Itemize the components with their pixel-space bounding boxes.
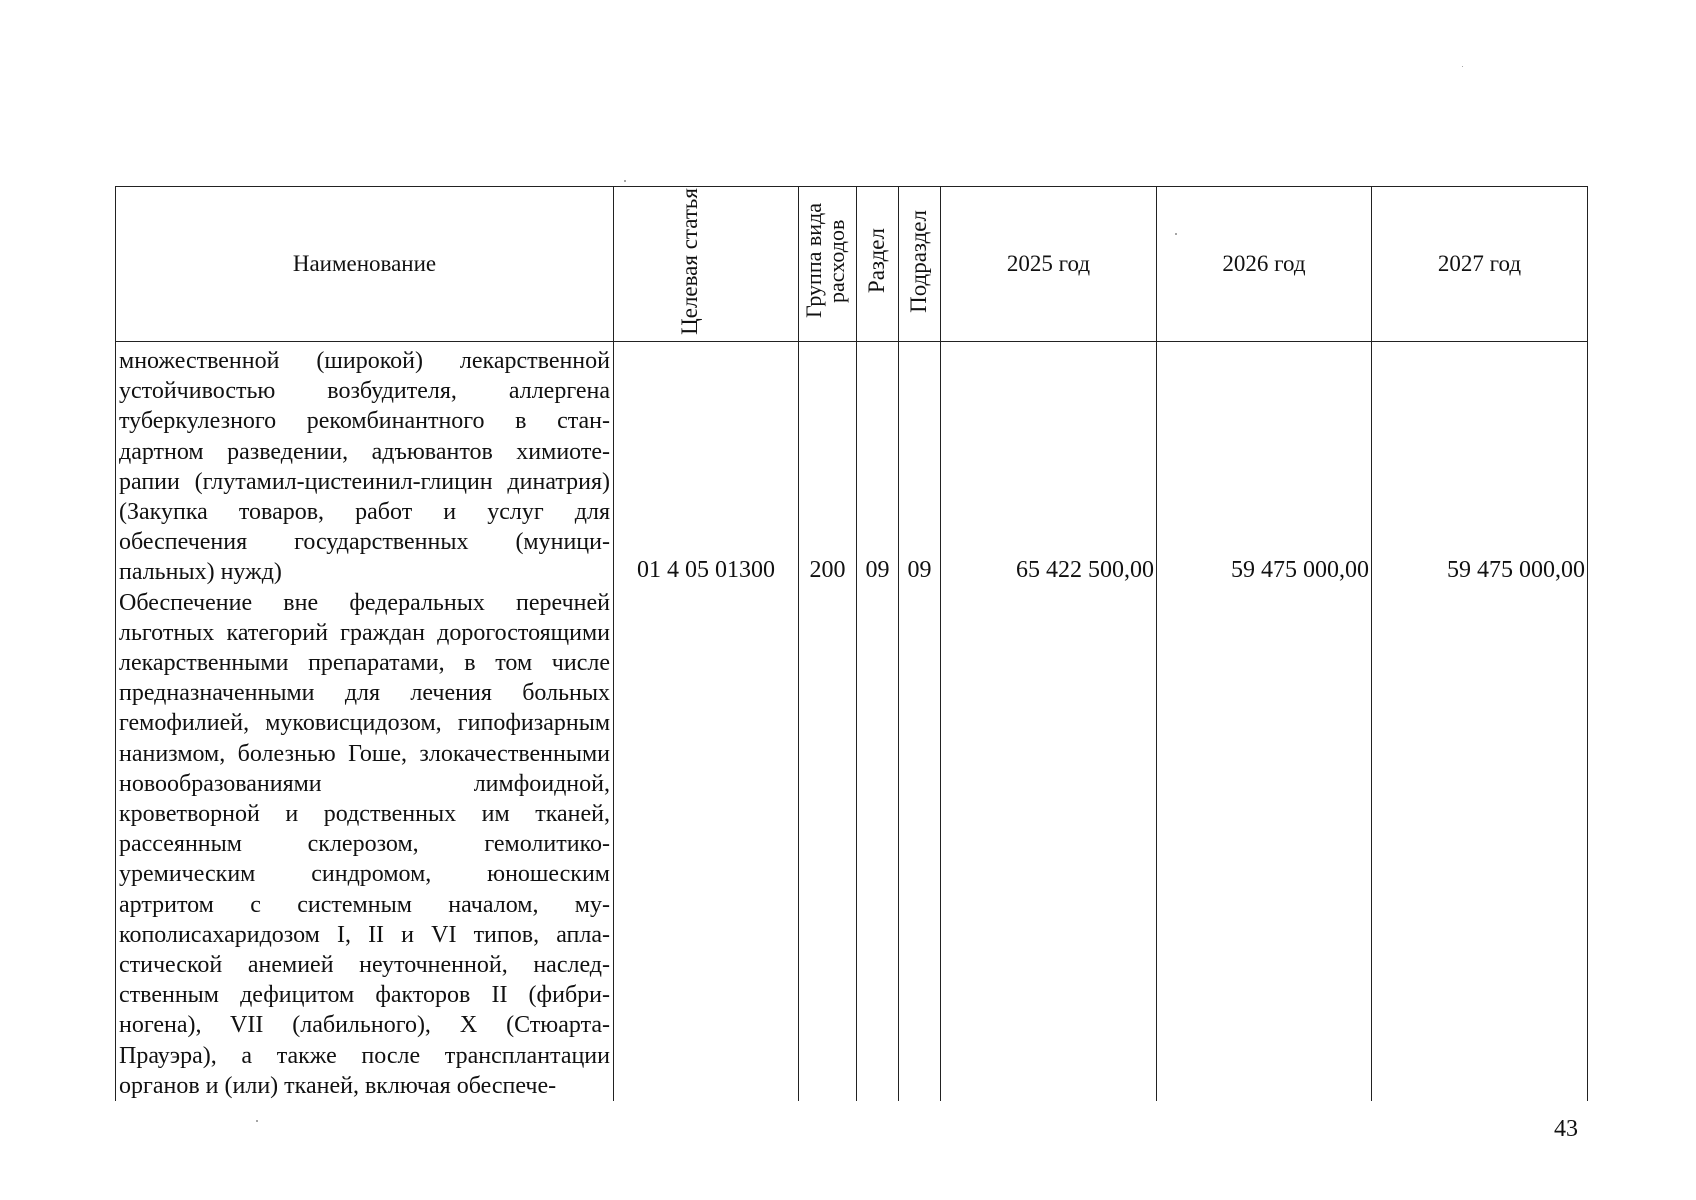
name-paragraph-2: Обеспечение вне федеральных перечней льготных категорий граждан дорогостоящими лекарственными препаратами, в том числе предназначенными для лечения больных гемофилией, муковисцидозом, гипофизарным нанизмом, болезнью Гоше, злокачественными новообразованиями лимфоидной, кроветворной и родственных им тканей, рассеянным склерозом, гемолитико-уремическим синдромом, юношеским артритом с системным началом, мукополисахаридозом I, II и VI типов, апластической анемией неуточненной, наследственным дефицитом факторов II (фибриногена), VII (лабильного), X (Стюарта-Прауэра), а также после трансплантации органов и (или) тканей, включая обеспече- xyxy=(119,589,610,1099)
header-expense-group-label: Группа вида расходов xyxy=(800,203,849,319)
cell-2026: 59 475 000,00 xyxy=(1157,342,1372,1102)
cell-subsection: 09 xyxy=(899,342,941,1102)
header-target-article-label: Целевая статья xyxy=(677,187,702,335)
header-2027 xyxy=(1372,187,1588,342)
header-2025 xyxy=(941,187,1157,342)
cell-name xyxy=(116,342,614,1102)
scan-speck xyxy=(1462,66,1463,67)
header-subsection xyxy=(899,187,941,342)
header-2025-label: 2025 год xyxy=(1006,251,1091,276)
cell-target-article: 01 4 05 01300 xyxy=(614,342,799,1102)
header-2026 xyxy=(1157,187,1372,342)
header-expense-group xyxy=(799,187,857,342)
table-header-row xyxy=(116,187,1588,342)
cell-section: 09 xyxy=(857,342,899,1102)
page-number: 43 xyxy=(1554,1116,1578,1142)
header-section-label: Раздел xyxy=(864,228,890,294)
scan-speck xyxy=(1175,233,1177,235)
cell-expense-group: 200 xyxy=(799,342,857,1102)
header-2026-label: 2026 год xyxy=(1222,251,1306,276)
header-subsection-label: Подраздел xyxy=(906,209,932,313)
cell-2027: 59 475 000,00 xyxy=(1372,342,1588,1102)
cell-2025: 65 422 500,00 xyxy=(941,342,1157,1102)
header-section xyxy=(857,187,899,342)
scan-speck xyxy=(624,180,626,182)
name-paragraph-1: множественной (широкой) лекарственной устойчивостью возбудителя, аллергена туберкулезного рекомбинантного в стандартном разведении, адъювантов химиотерапии (глутамил-цистеинил-глицин динатрия) (Закупка товаров, работ и услуг для обеспечения государственных (муниципальных) нужд) xyxy=(119,348,610,586)
table-row xyxy=(116,342,1588,1102)
header-name-label: Наименование xyxy=(292,251,437,276)
header-name xyxy=(116,187,614,342)
header-2027-label: 2027 год xyxy=(1437,251,1522,276)
budget-table xyxy=(115,186,1588,1101)
header-target-article xyxy=(614,187,799,342)
scan-speck xyxy=(256,1120,258,1122)
